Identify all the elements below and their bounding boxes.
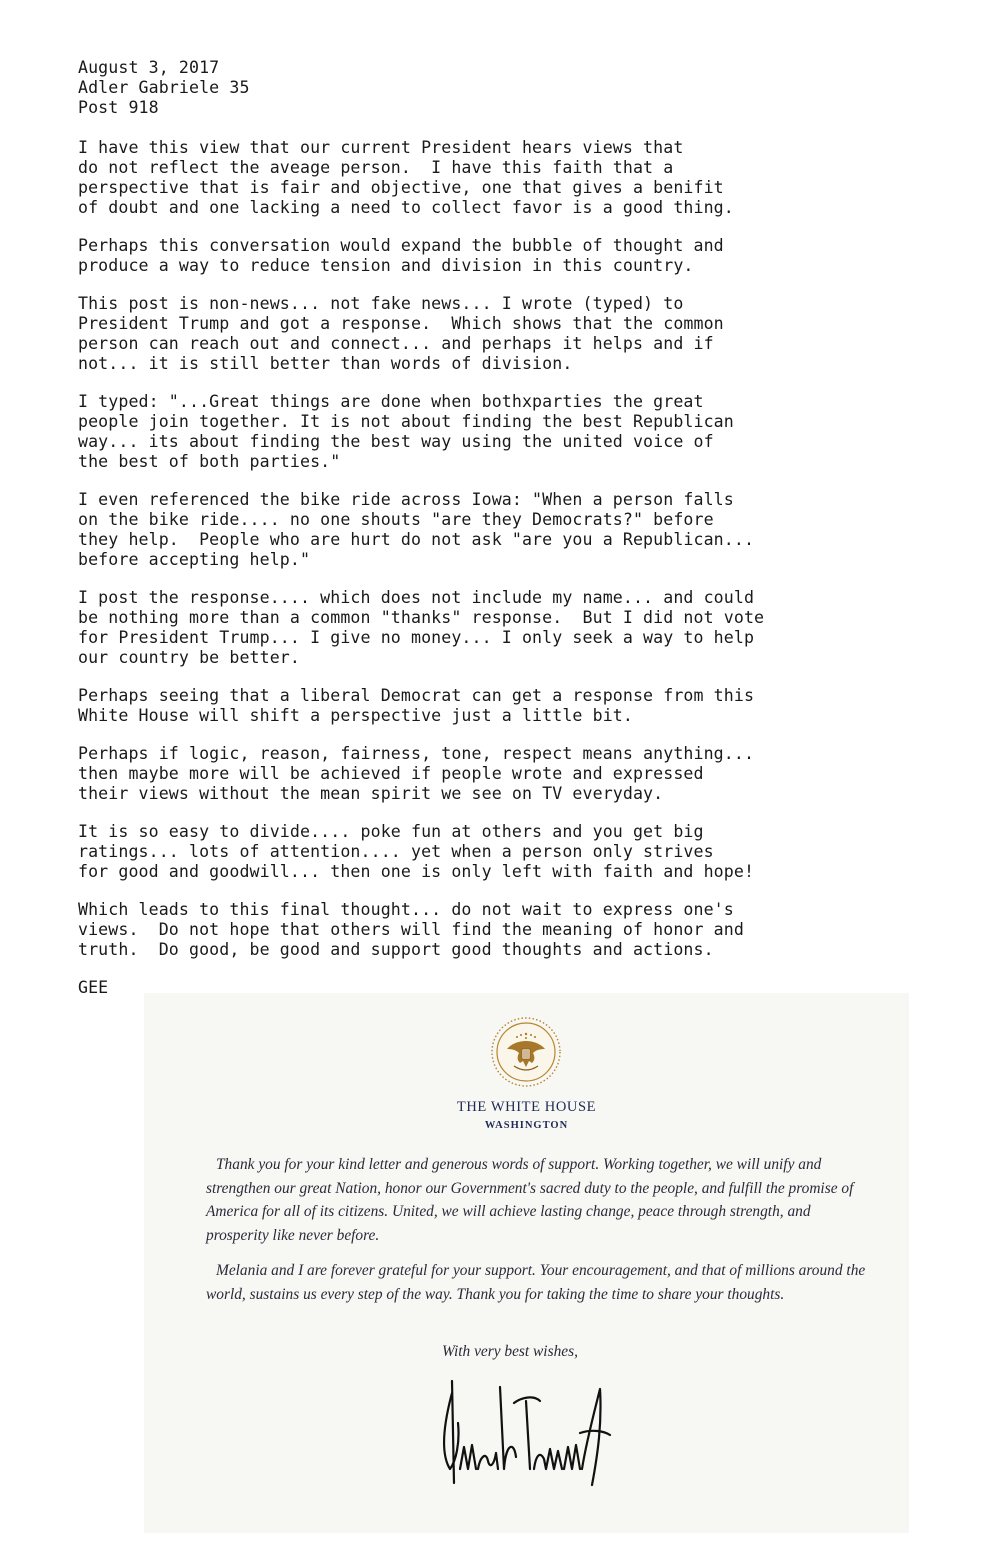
letter-paragraph: It is so easy to divide.... poke fun at others and you get big ratings... lots of attention.... yet when a person only strives for good and goodwill... then one is only left with faith and hope! <box>78 822 755 881</box>
letter-paragraph: I post the response.... which does not include my name... and could be nothing more than a common "thanks" response. But I did not vote for President Trump... I give no money... I only seek a way to help our country be better. <box>78 588 765 667</box>
letter-paragraph: I even referenced the bike ride across Iowa: "When a person falls on the bike ride.... no one shouts "are they Democrats?" before they help. People who are hurt do not ask "are you a Republican... before accepting help." <box>78 490 755 569</box>
white-house-response-card <box>144 993 909 1533</box>
typed-letter <box>78 58 938 1016</box>
response-closing: With very best wishes, <box>442 1343 578 1360</box>
handwritten-signature <box>430 1373 620 1493</box>
letter-paragraph: I typed: "...Great things are done when bothxparties the great people join together. It is not about finding the best Republican way... its about finding the best way using the united voice of the best of both parties." <box>78 392 734 471</box>
letter-post: Post 918 <box>78 98 159 117</box>
letterhead-subtitle: WASHINGTON <box>484 1120 569 1131</box>
letter-paragraph: Perhaps seeing that a liberal Democrat can get a response from this White House will shift a perspective just a little bit. <box>78 686 755 725</box>
response-paragraph: Thank you for your kind letter and generous words of support. Working together, we will unify and strengthen our great Nation, honor our Government's sacred duty to the people, and fulfill the promise of America for all of its citizens. United, we will achieve lasting change, peace through strength, and prosperity like never before. <box>206 1156 854 1244</box>
letter-header <box>78 58 938 118</box>
letter-paragraph: Perhaps if logic, reason, fairness, tone, respect means anything... then maybe more will be achieved if people wrote and expressed their views without the mean spirit we see on TV everyday. <box>78 744 755 803</box>
letter-paragraph: I have this view that our current President hears views that do not reflect the aveage person. I have this faith that a perspective that is fair and objective, one that gives a benifit of doubt and one lacking a need to collect favor is a good thing. <box>78 138 734 217</box>
response-body <box>206 1153 876 1318</box>
presidential-seal-icon <box>490 1016 562 1088</box>
letter-date: August 3, 2017 <box>78 58 220 77</box>
letter-paragraph: This post is non-news... not fake news... I wrote (typed) to President Trump and got a response. Which shows that the common person can reach out and connect... and perhaps it helps and if not... it is still better than words of division. <box>78 294 724 373</box>
letter-paragraph: Which leads to this final thought... do not wait to express one's views. Do not hope that others will find the meaning of honor and truth. Do good, be good and support good thoughts and actions. <box>78 900 744 959</box>
letterhead-title: THE WHITE HOUSE <box>456 1099 597 1115</box>
letter-signoff: GEE <box>78 978 109 997</box>
letter-author: Adler Gabriele 35 <box>78 78 250 97</box>
response-paragraph: Melania and I are forever grateful for your support. Your encouragement, and that of millions around the world, sustains us every step of the way. Thank you for taking the time to share your thoughts. <box>206 1262 866 1303</box>
letter-paragraph: Perhaps this conversation would expand the bubble of thought and produce a way to reduce tension and division in this country. <box>78 236 724 275</box>
